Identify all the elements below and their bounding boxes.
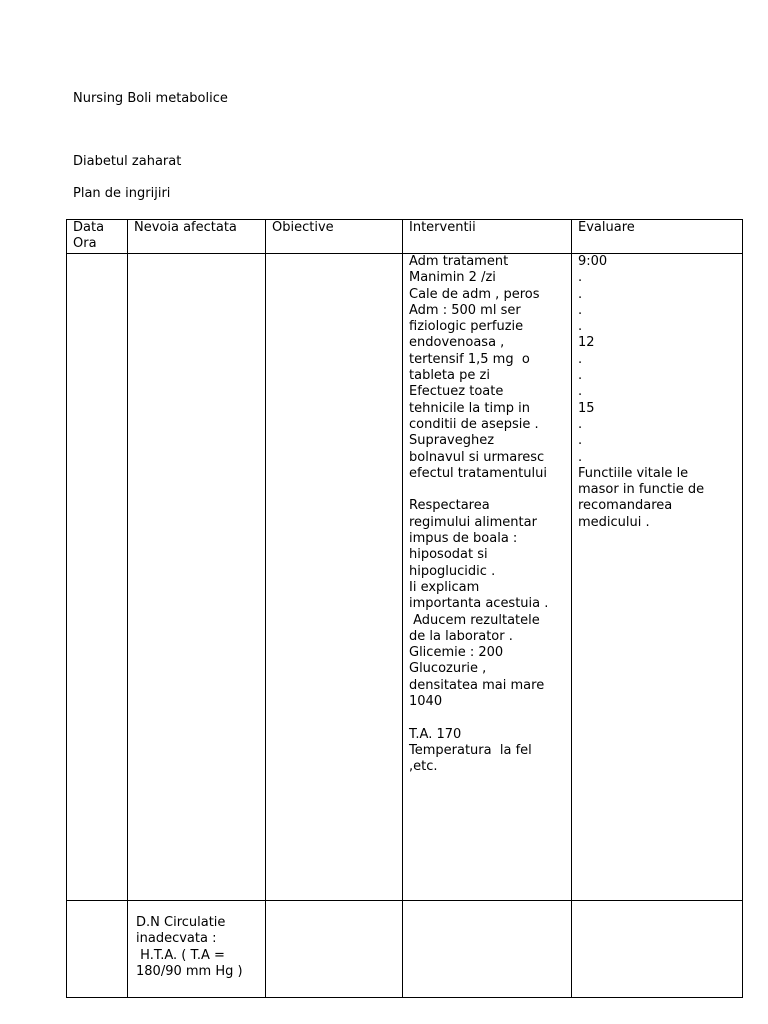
- subsection-title: Plan de ingrijiri: [73, 186, 171, 201]
- cell-interventii: [403, 901, 572, 998]
- header-evaluare: Evaluare: [572, 220, 743, 254]
- cell-evaluare: 9:00 . . . . 12 . . . 15 . . . Functiile vitale le masor in functie de recomandarea medicului .: [572, 254, 743, 901]
- care-plan-table: [66, 219, 743, 998]
- cell-data-ora: [67, 901, 128, 998]
- table-row: [67, 901, 743, 998]
- cell-nevoia: [128, 254, 266, 901]
- header-interventii: Interventii: [403, 220, 572, 254]
- table-header-row: [67, 220, 743, 254]
- cell-data-ora: [67, 254, 128, 901]
- table-row: [67, 254, 743, 901]
- document-title: Nursing Boli metabolice: [73, 91, 228, 106]
- cell-nevoia: D.N Circulatie inadecvata : H.T.A. ( T.A = 180/90 mm Hg ): [128, 901, 266, 998]
- header-data-ora: Data Ora: [67, 220, 128, 254]
- cell-interventii: Adm tratament Manimin 2 /zi Cale de adm , peros Adm : 500 ml ser fiziologic perfuzie endovenoasa , tertensif 1,5 mg o tableta pe zi Efectuez toate tehnicile la timp in conditii de asepsie . Supraveghez bolnavul si urmaresc efectul tratamentului Respectarea regimului alimentar impus de boala : hiposodat si hipoglucidic . Ii explicam importanta acestuia . Aducem rezultatele de la laborator . Glicemie : 200 Glucozurie , densitatea mai mare 1040 T.A. 170 Temperatura la fel ,etc.: [403, 254, 572, 901]
- cell-obiective: [266, 901, 403, 998]
- header-obiective: Obiective: [266, 220, 403, 254]
- cell-obiective: [266, 254, 403, 901]
- section-title: Diabetul zaharat: [73, 154, 182, 169]
- cell-evaluare: [572, 901, 743, 998]
- header-nevoia-afectata: Nevoia afectata: [128, 220, 266, 254]
